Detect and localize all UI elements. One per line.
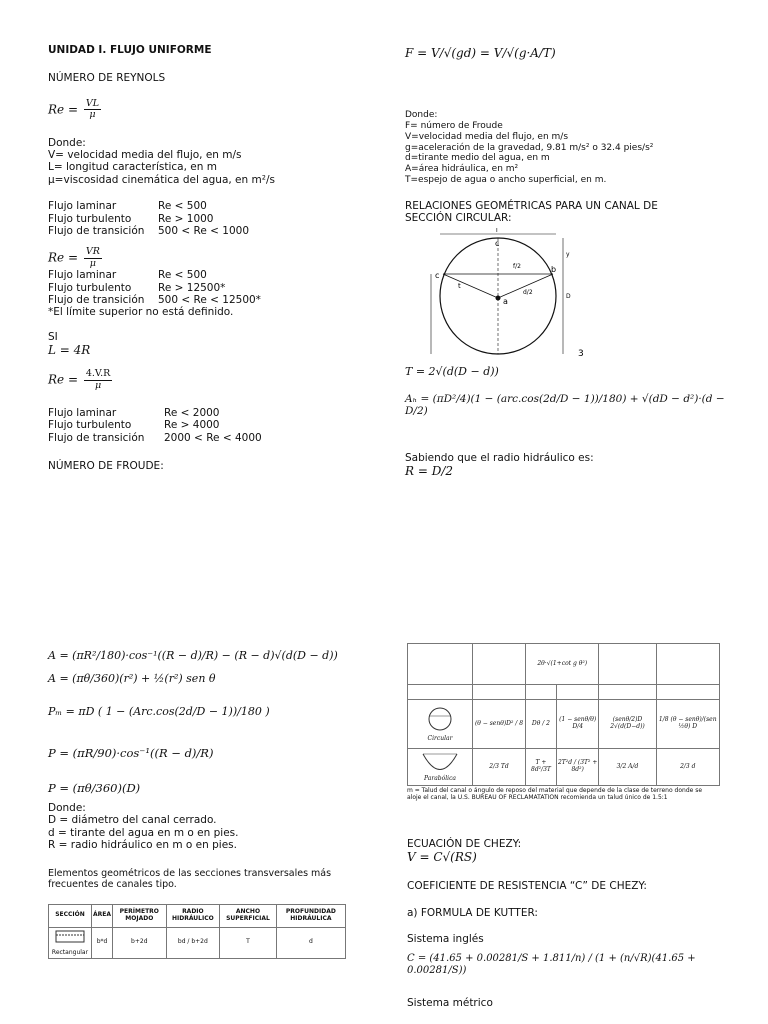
label-bottom: 3 (578, 349, 584, 359)
label-top: c (495, 239, 500, 249)
cell-empty (656, 685, 719, 700)
parabolic-section-icon (420, 751, 460, 773)
flow-type: Flujo de transición (48, 431, 145, 444)
cell-empty (656, 644, 719, 685)
th-depth: PROFUNDIDAD HIDRÁULICA (276, 904, 345, 927)
label-left: c (435, 271, 440, 281)
flow-range: Re < 500 (158, 200, 207, 213)
cell-empty (599, 685, 656, 700)
cell-perimeter: T + 8d²/3T (526, 749, 557, 786)
circular-section-cell (408, 700, 473, 749)
eq2-den: μ (89, 257, 96, 269)
eq3-den: μ (94, 379, 102, 391)
flow-table-1 (48, 200, 368, 237)
left-lower-column (48, 650, 368, 959)
flow-table-3 (48, 407, 368, 444)
elements-text: Elementos geométricos de las secciones transversales más frecuentes de canales tipo. (48, 867, 332, 890)
eq3-num: 4.V.R (85, 368, 111, 380)
flow-type: Flujo laminar (48, 407, 117, 420)
cell-perimeter: b+2d (113, 927, 167, 958)
donde-label: Donde: (48, 136, 86, 149)
system-metric: Sistema métrico (407, 997, 493, 1010)
table-note: m = Talud del canal o ángulo de reposo del material que depende de la clase de terreno donde se aloje el canal, la U.S. BUREAU OF RECLAMATATION recomienda un talud único de 1.5:1 (407, 787, 703, 801)
def-length: L= longitud característica, en m (48, 161, 217, 174)
label-half: f/2 (513, 263, 521, 271)
upper-limit-note: *El límite superior no está definido. (48, 306, 234, 319)
rectangular-section-cell (49, 927, 92, 958)
label-right: b (551, 265, 557, 275)
p-equation-2: P = (πθ/360)(D) (48, 781, 141, 796)
def-velocity-right: V=velocidad media del flujo, en m/s (405, 131, 569, 142)
si-label: SI (48, 330, 58, 343)
coefficient-title: COEFICIENTE DE RESISTENCIA “C” DE CHEZY: (407, 880, 647, 893)
label-theta: t (458, 282, 461, 291)
cell-depth: 2/3 d (656, 749, 719, 786)
circular-parabolic-table (407, 643, 720, 786)
rectangular-section-icon (50, 929, 90, 947)
label-t: T (495, 228, 499, 235)
eq1-den: μ (89, 109, 96, 121)
cell-depth: d (276, 927, 345, 958)
froude-definitions (405, 110, 735, 186)
right-lower-column (407, 643, 737, 1009)
flow-range: 2000 < Re < 4000 (164, 431, 262, 444)
cell-radius: bd / b+2d (166, 927, 220, 958)
system-english: Sistema inglés (407, 933, 484, 946)
cell-depth: 1/8 (θ − senθ)/(sen ½θ) D (656, 700, 719, 749)
froude-equation: F = V/√(gd) = V/√(g·A/T) (405, 46, 556, 60)
chezy-equation: V = C√(RS) (407, 850, 477, 865)
cell-empty (408, 685, 473, 700)
reynolds-equation-2 (48, 247, 368, 269)
flow-range: Re < 500 (158, 269, 207, 282)
froude-title: NÚMERO DE FROUDE: (48, 460, 164, 473)
flow-type: Flujo de transición (48, 293, 145, 306)
def-depth: d = tirante del agua en m o en pies. (48, 826, 239, 839)
flow-range: Re > 12500* (158, 281, 226, 294)
flow-table-2 (48, 269, 368, 319)
radius-text: Sabiendo que el radio hidráulico es: (405, 451, 594, 464)
radius-equation: R = D/2 (405, 463, 454, 478)
def-froude: F= número de Froude (405, 120, 503, 131)
kutter-equation: C = (41.65 + 0.00281/S + 1.811/n) / (1 + (n/√R)(41.65 + 0.00281/S)) (407, 953, 696, 977)
cell-radius: 2T²d / (3T² + 8d²) (556, 749, 599, 786)
flow-type: Flujo laminar (48, 200, 117, 213)
reynolds-equation-3 (48, 369, 368, 391)
cell-area: (θ − senθ)D² / 8 (473, 700, 526, 749)
def-mean-depth: d=tirante medio del agua, en m (405, 153, 550, 164)
eq3-lhs: Re = (48, 372, 79, 387)
label-center: a (503, 297, 508, 307)
header-formula: 2θ·√(1+cot g θ²) (526, 644, 599, 685)
cell-width: 3/2 A/d (599, 749, 656, 786)
cell-empty (526, 685, 557, 700)
flow-range: 500 < Re < 12500* (158, 293, 261, 306)
def-gravity: g=aceleración de la gravedad, 9.81 m/s² o 32.4 pies/s² (405, 142, 654, 153)
flow-type: Flujo de transición (48, 224, 145, 237)
p-equation-1: P = (πR/90)·cos⁻¹((R − d)/R) (48, 745, 214, 760)
area-equation-a: A = (πR²/180)·cos⁻¹((R − d)/R) − (R − d)√(d(D − d)) (48, 649, 338, 662)
area-equation-b: A = (πθ/360)(r²) + ½(r²) sen θ (48, 671, 216, 685)
cell-empty (599, 644, 656, 685)
flow-type: Flujo turbulento (48, 212, 132, 225)
def-surface-width: T=espejo de agua o ancho superficial, en m. (405, 174, 607, 185)
section-name: Rectangular (51, 948, 89, 956)
def-diameter: D = diámetro del canal cerrado. (48, 814, 217, 827)
flow-type: Flujo turbulento (48, 281, 132, 294)
cell-width: (senθ/2)D 2√(d(D−d)) (599, 700, 656, 749)
cell-area: 2/3 Td (473, 749, 526, 786)
donde-label-2: Donde: (48, 802, 86, 815)
chezy-title: ECUACIÓN DE CHEZY: (407, 837, 522, 850)
parabolic-section-cell (408, 749, 473, 786)
th-section: SECCIÓN (49, 904, 92, 927)
cell-radius: (1 − senθ/θ) D/4 (556, 700, 599, 749)
reynolds-equation-1 (48, 99, 368, 121)
cell-perimeter: Dθ / 2 (526, 700, 557, 749)
cell-empty (556, 685, 599, 700)
circular-section-icon (422, 705, 458, 733)
label-d: D (566, 293, 571, 301)
cell-empty (473, 685, 526, 700)
perimeter-equation: Pₘ = πD ( 1 − (Arc.cos(2d/D − 1))/180 ) (48, 704, 270, 718)
ah-equation: Aₕ = (πD²/4)(1 − (arc.cos(2d/D − 1))/180) + √(dD − d²)·(d − D/2) (405, 392, 725, 418)
th-area: ÁREA (92, 904, 113, 927)
eq2-lhs: Re = (48, 250, 79, 265)
flow-type: Flujo laminar (48, 269, 117, 282)
sections-table (48, 904, 346, 959)
cell-empty (408, 644, 473, 685)
left-column (48, 44, 368, 473)
eq1-lhs: Re = (48, 102, 79, 117)
label-y: y (566, 251, 570, 259)
unit-title: UNIDAD I. FLUJO UNIFORME (48, 44, 212, 56)
th-perimeter: PERÍMETRO MOJADO (113, 904, 167, 927)
reynolds-title: NÚMERO DE REYNOLS (48, 72, 166, 85)
flow-range: Re > 1000 (158, 212, 214, 225)
th-width: ANCHO SUPERFICIAL (220, 904, 277, 927)
kutter-title: a) FORMULA DE KUTTER: (407, 906, 538, 919)
def-radius: R = radio hidráulico en m o en pies. (48, 839, 237, 852)
flow-range: Re > 4000 (164, 419, 220, 432)
flow-range: Re < 2000 (164, 407, 220, 420)
flow-type: Flujo turbulento (48, 419, 132, 432)
donde-label-right: Donde: (405, 110, 438, 121)
eq1-num: VL (85, 97, 100, 109)
t-equation: T = 2√(d(D − d)) (405, 364, 499, 378)
cell-area: b*d (92, 927, 113, 958)
relations-title: RELACIONES GEOMÉTRICAS PARA UN CANAL DE SECCIÓN CIRCULAR: (405, 199, 658, 225)
eq2-num: VR (85, 246, 100, 258)
right-column (405, 46, 735, 478)
cell-empty (473, 644, 526, 685)
th-radius: RADIO HIDRÁULICO (166, 904, 220, 927)
circular-section-diagram (413, 228, 593, 358)
def-viscosity: μ=viscosidad cinemática del agua, en m²/s (48, 173, 275, 186)
label-d2: d/2 (523, 289, 533, 297)
def-velocity: V= velocidad media del flujo, en m/s (48, 149, 242, 161)
section-name: Parabólica (423, 775, 457, 782)
flow-range: 500 < Re < 1000 (158, 224, 249, 237)
section-name: Circular (427, 735, 453, 742)
cell-width: T (220, 927, 277, 958)
def-area: A=área hidráulica, en m² (405, 164, 519, 175)
l-equals-4r: L = 4R (48, 343, 91, 357)
